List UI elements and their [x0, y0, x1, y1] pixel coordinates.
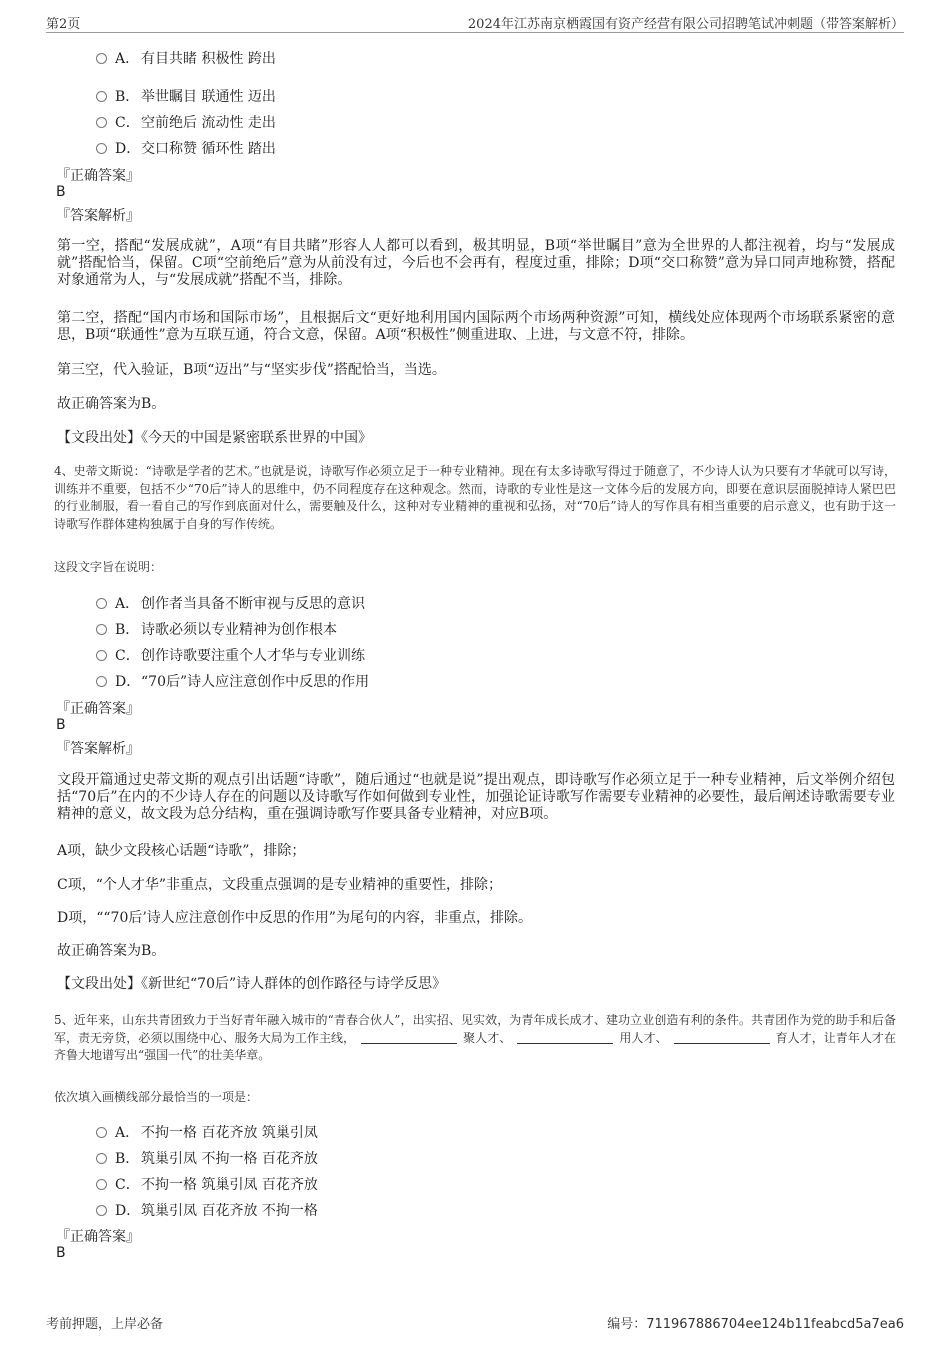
- answer-label: 『正确答案』: [56, 701, 140, 717]
- q3-conclusion: 故正确答案为B。: [57, 396, 166, 412]
- radio-icon[interactable]: [96, 53, 107, 64]
- q4-explanation-3: C项，“个人才华”非重点，文段重点强调的是专业精神的重要性，排除；: [57, 877, 503, 893]
- q3-explanation-2: 第二空，搭配“国内市场和国际市场”，且根据后文“更好地利用国内国际两个市场两种资源”可知，横线处应体现两个市场联系紧密的意思，B项“联通性”意为互联互通，符合文意，保留。A项“积极性”侧重进取、上进，与文意不符，排除。: [57, 310, 895, 343]
- radio-icon[interactable]: [96, 1127, 107, 1138]
- radio-icon[interactable]: [96, 624, 107, 635]
- radio-icon[interactable]: [96, 1205, 107, 1216]
- fill-blank-2[interactable]: [517, 1043, 613, 1044]
- q4-explanation-2: A项，缺少文段核心话题“诗歌”，排除；: [57, 843, 306, 859]
- q4-conclusion: 故正确答案为B。: [57, 943, 166, 959]
- q5-option-a[interactable]: A． 不拘一格 百花齐放 筑巢引凤: [96, 1122, 318, 1142]
- footer-slogan: 考前押题，上岸必备: [46, 1317, 164, 1332]
- document-title: 2024年江苏南京栖霞国有资产经营有限公司招聘笔试冲刺题（带答案解析）: [467, 17, 904, 32]
- q5-answer: B: [56, 1245, 66, 1261]
- q3-explanation-1: 第一空，搭配“发展成就”，A项“有目共睹”形容人人都可以看到，极其明显，B项“举世瞩目”意为全世界的人都注视着，均与“发展成就”搭配恰当，保留。C项“空前绝后”意为从前没有过，今后也不会再有，程度过重，排除；D项“交口称赞”意为异口同声地称赞，搭配对象通常为人，与“发展成就”搭配不当，排除。: [57, 238, 895, 288]
- fill-blank-1[interactable]: [361, 1043, 457, 1044]
- q5-question: 5、近年来，山东共青团致力于当好青年融入城市的“青春合伙人”，出实招、见实效，为青年成长成才、建功立业创造有利的条件。共青团作为党的助手和后备军，责无旁贷，必须以围绕中心、服务大局为工作主线， 聚人才、 用人才、 育人才，让青年人才在齐鲁大地谱写出“强国一代”的壮美华章。: [54, 1013, 896, 1062]
- answer-label: 『正确答案』: [56, 1229, 140, 1245]
- explanation-label: 『答案解析』: [56, 741, 140, 757]
- q3-answer: B: [56, 184, 66, 200]
- q3-option-d[interactable]: D．交口称赞 循环性 踏出: [96, 138, 276, 158]
- radio-icon[interactable]: [96, 91, 107, 102]
- q5-option-c[interactable]: C．不拘一格 筑巢引凤 百花齐放: [96, 1174, 318, 1194]
- q3-option-b[interactable]: B． 举世瞩目 联通性 迈出: [96, 86, 276, 106]
- q5-stem: 依次填入画横线部分最恰当的一项是：: [54, 1090, 259, 1104]
- q4-option-d[interactable]: D．“70后”诗人应注意创作中反思的作用: [96, 671, 369, 691]
- q3-explanation-3: 第三空，代入验证，B项“迈出”与“坚实步伐”搭配恰当，当选。: [57, 362, 446, 378]
- radio-icon[interactable]: [96, 1179, 107, 1190]
- page-number: 第2页: [46, 17, 81, 32]
- q4-source: 【文段出处】《新世纪“70后”诗人群体的创作路径与诗学反思》: [57, 976, 447, 992]
- radio-icon[interactable]: [96, 143, 107, 154]
- q4-option-b[interactable]: B． 诗歌必须以专业精神为创作根本: [96, 619, 337, 639]
- q3-option-c[interactable]: C．空前绝后 流动性 走出: [96, 112, 276, 132]
- q4-answer: B: [56, 717, 66, 733]
- radio-icon[interactable]: [96, 598, 107, 609]
- q4-stem: 这段文字旨在说明：: [54, 560, 163, 574]
- explanation-label: 『答案解析』: [56, 208, 140, 224]
- header-divider: [46, 32, 904, 33]
- q3-source: 【文段出处】《今天的中国是紧密联系世界的中国》: [57, 430, 372, 446]
- radio-icon[interactable]: [96, 650, 107, 661]
- footer-code: 编号：711967886704ee124b11feabcd5a7ea6: [607, 1317, 904, 1332]
- answer-label: 『正确答案』: [56, 168, 140, 184]
- fill-blank-3[interactable]: [674, 1043, 770, 1044]
- radio-icon[interactable]: [96, 676, 107, 687]
- q5-option-d[interactable]: D．筑巢引凤 百花齐放 不拘一格: [96, 1200, 318, 1220]
- q4-option-a[interactable]: A． 创作者当具备不断审视与反思的意识: [96, 593, 365, 613]
- q4-explanation-1: 文段开篇通过史蒂文斯的观点引出话题“诗歌”，随后通过“也就是说”提出观点，即诗歌写作必须立足于一种专业精神，后文举例介绍包括“70后”在内的不少诗人存在的问题以及诗歌写作如何做到专业性，加强论证诗歌写作需要专业精神的必要性，最后阐述诗歌需要专业精神的意义，故文段为总分结构，重在强调诗歌写作要具备专业精神，对应B项。: [57, 772, 895, 822]
- q4-question: 4、史蒂文斯说：“诗歌是学者的艺术。”也就是说，诗歌写作必须立足于一种专业精神。现在有太多诗歌写得过于随意了，不少诗人认为只要有才华就可以写诗，训练并不重要，包括不少“70后”诗人的思维中，仍不同程度存在这种观念。然而，诗歌的专业性是这一文体今后的发展方向，即要在意识层面脱掉诗人紧巴巴的行业制服，看一看自己的写作到底面对什么，需要触及什么，这种对专业精神的重视和弘扬，对“70后”诗人的写作具有相当重要的启示意义，也有助于这一诗歌写作群体建构独属于自身的写作传统。: [54, 464, 896, 531]
- q3-option-a[interactable]: A． 有目共睹 积极性 跨出: [96, 48, 276, 68]
- q5-option-b[interactable]: B． 筑巢引凤 不拘一格 百花齐放: [96, 1148, 318, 1168]
- radio-icon[interactable]: [96, 117, 107, 128]
- q4-explanation-4: D项，““70后’诗人应注意创作中反思的作用”为尾句的内容，非重点，排除。: [57, 910, 532, 926]
- radio-icon[interactable]: [96, 1153, 107, 1164]
- q4-option-c[interactable]: C．创作诗歌要注重个人才华与专业训练: [96, 645, 365, 665]
